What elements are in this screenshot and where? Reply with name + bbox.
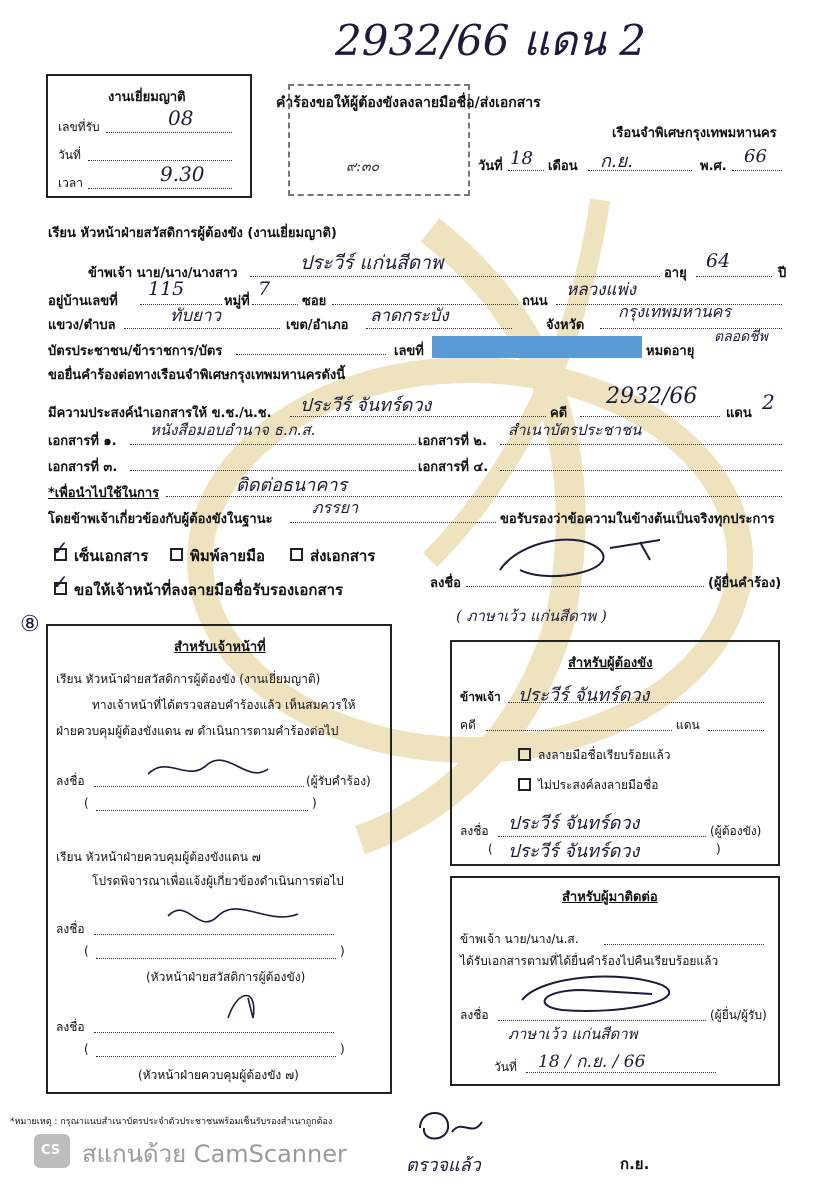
applicant-sign-role: (ผู้ยื่นคำร้อง)	[708, 576, 782, 591]
relative-title: สำหรับผู้มาติดต่อ	[562, 890, 658, 905]
province-value: กรุงเทพมหานคร	[618, 302, 731, 321]
zone-value: 2	[762, 390, 775, 414]
form-to: เรียน หัวหน้าฝ่ายสวัสดิการผู้ต้องขัง (งานเยี่ยมญาติ)	[48, 226, 337, 241]
relative-sign-label: ลงชื่อ	[460, 1008, 489, 1022]
prison-name: เรือนจำพิเศษกรุงเทพมหานคร	[612, 126, 777, 141]
relative-received: ได้รับเอกสารตามที่ได้ยื่นคำร้องไปคืนเรียบร้อยแล้ว	[460, 954, 719, 968]
visit-box	[46, 74, 252, 198]
relative-date-label: วันที่	[494, 1060, 517, 1074]
relative-print-name: ภาษาเว้ว แก่นสีดาพ	[508, 1025, 638, 1043]
name-label: ข้าพเจ้า นาย/นาง/นางสาว	[88, 266, 238, 281]
doc3-label: เอกสารที่ ๓.	[48, 460, 118, 475]
officer-signature-1	[138, 744, 288, 794]
camscanner-label: สแกนด้วย CamScanner	[82, 1140, 347, 1168]
recv-value: 08	[168, 106, 194, 130]
officer-to2: เรียน หัวหน้าฝ่ายควบคุมผู้ต้องขังแดน ๗	[56, 850, 261, 864]
officer-sign1-role: (ผู้รับคำร้อง)	[306, 774, 371, 788]
doc2-value: สำเนาบัตรประชาชน	[508, 421, 642, 439]
prisoner-print-paren-close: )	[716, 842, 721, 856]
relative-box	[450, 876, 780, 1086]
officer-sign2-label: ลงชื่อ	[56, 922, 85, 936]
prisoner-refuse-checkbox[interactable]	[518, 778, 531, 791]
opt-send-label: ส่งเอกสาร	[310, 547, 376, 565]
petition-text: ขอยื่นคำร้องต่อทางเรือนจำพิเศษกรุงเทพมหานครดังนี้	[48, 368, 346, 383]
prisoner-sign-label: ลงชื่อ	[460, 824, 489, 838]
purpose-value: ประวีร์ จันทร์ดวง	[300, 395, 432, 416]
prisoner-signed-checkbox[interactable]	[518, 748, 531, 761]
applicant-print-name: ( ภาษาเว้ว แก่นสีดาพ )	[456, 607, 607, 625]
zone-label: แดน	[726, 406, 752, 421]
year-label: พ.ศ.	[700, 159, 727, 174]
officer-title: สำหรับเจ้าหน้าที่	[174, 640, 266, 655]
district-value: ลาดกระบัง	[370, 306, 449, 326]
prisoner-case-label: คดี	[460, 718, 476, 732]
use-label	[48, 482, 159, 503]
relation-label: โดยข้าพเจ้าเกี่ยวข้องกับผู้ต้องขังในฐานะ	[48, 512, 273, 527]
age-value: 64	[706, 250, 731, 272]
use-label-text: *เพื่อนำไปใช้ในการ	[48, 486, 160, 501]
officer-body1a: ทางเจ้าหน้าที่ได้ตรวจสอบคำร้องแล้ว เห็นสมควรให้	[92, 698, 356, 712]
id-redaction	[432, 336, 642, 358]
officer-box	[46, 624, 392, 1094]
relation-value: ภรรยา	[312, 498, 359, 517]
month-label: เดือน	[548, 159, 578, 174]
officer-sign2-paren: (	[84, 944, 89, 958]
subdistrict-label: แขวง/ตำบล	[48, 318, 116, 333]
case-value: 2932/66	[606, 384, 698, 409]
officer-to1: เรียน หัวหน้าฝ่ายสวัสดิการผู้ต้องขัง (งานเยี่ยมญาติ)	[56, 672, 321, 686]
time-value: 9.30	[160, 162, 205, 186]
doc1-value: หนังสือมอบอำนาจ ธ.ก.ส.	[150, 421, 316, 439]
visit-box-title: งานเยี่ยมญาติ	[108, 90, 186, 105]
footer-stamp: ก.ย.	[620, 1155, 650, 1173]
stamp-time: ๙:๓๐	[346, 159, 380, 175]
relative-sign-role: (ผู้ยื่น/ผู้รับ)	[710, 1008, 767, 1022]
officer-signature-2	[158, 896, 308, 936]
officer-sign2-role: (หัวหน้าฝ่ายสวัสดิการผู้ต้องขัง)	[146, 970, 306, 984]
certify-text: ขอรับรองว่าข้อความในข้างต้นเป็นจริงทุกประการ	[500, 512, 775, 527]
prisoner-sign-value: ประวีร์ จันทร์ดวง	[508, 813, 640, 834]
doc1-label: เอกสารที่ ๑.	[48, 434, 117, 449]
opt-print-checkbox[interactable]	[170, 548, 183, 561]
checker-signature	[410, 1108, 490, 1148]
prisoner-refuse-label: ไม่ประสงค์ลงลายมือชื่อ	[538, 778, 659, 792]
age-unit: ปี	[778, 266, 787, 281]
officer-sign1-paren-close: )	[312, 796, 317, 810]
form-title: คำร้องขอให้ผู้ต้องขังลงลายมือชื่อ/ส่งเอกสาร	[276, 95, 541, 111]
officer-sign3-role: (หัวหน้าฝ่ายควบคุมผู้ต้องขัง ๗)	[138, 1068, 299, 1082]
officer-body2: โปรดพิจารณาเพื่อแจ้งผู้เกี่ยวข้องดำเนินการต่อไป	[92, 874, 344, 888]
soi-label: ซอย	[302, 294, 327, 309]
check-mark-icon: ✓	[52, 570, 69, 594]
circled-mark: ⑧	[20, 612, 40, 637]
house-label: อยู่บ้านเลขที่	[48, 294, 118, 309]
officer-sign1-label: ลงชื่อ	[56, 774, 85, 788]
month-value: ก.ย.	[600, 151, 633, 172]
prisoner-me-value: ประวีร์ จันทร์ดวง	[518, 685, 650, 706]
applicant-sign-label: ลงชื่อ	[430, 576, 461, 591]
age-label: อายุ	[664, 266, 687, 281]
prisoner-print-paren: (	[488, 842, 493, 856]
officer-body1b: ฝ่ายควบคุมผู้ต้องขังแดน ๗ ดำเนินการตามคำร้องต่อไป	[56, 724, 339, 738]
province-label: จังหวัด	[546, 318, 585, 333]
opt-send-checkbox[interactable]	[290, 548, 303, 561]
officer-sign1-paren: (	[84, 796, 89, 810]
purpose-label: มีความประสงค์นำเอกสารให้ ข.ช./น.ช.	[48, 406, 272, 421]
road-label: ถนน	[522, 294, 548, 309]
prisoner-print-name: ประวีร์ จันทร์ดวง	[508, 841, 640, 862]
relative-date-value: 18 / ก.ย. / 66	[538, 1052, 646, 1072]
exp-label: หมดอายุ	[646, 344, 695, 359]
opt-print-label: พิมพ์ลายมือ	[190, 547, 265, 565]
case-label: คดี	[550, 406, 568, 421]
house-value: 115	[148, 278, 185, 300]
officer-sign3-paren-close: )	[340, 1042, 345, 1056]
check-mark-icon: ✓	[52, 536, 69, 560]
officer-sign2-paren-close: )	[340, 944, 345, 958]
use-value: ติดต่อธนาคาร	[236, 475, 348, 496]
opt-sign-label: เซ็นเอกสาร	[74, 547, 149, 565]
officer-sign3-label: ลงชื่อ	[56, 1020, 85, 1034]
relative-me-label: ข้าพเจ้า นาย/นาง/น.ส.	[460, 932, 579, 946]
opt-official-label: ขอให้เจ้าหน้าที่ลงลายมือชื่อรับรองเอกสาร	[74, 581, 344, 599]
prisoner-box	[450, 640, 780, 866]
prisoner-zone-label: แดน	[676, 718, 700, 732]
applicant-signature	[490, 530, 690, 580]
day-label: วันที่	[478, 159, 503, 174]
camscanner-logo-icon	[34, 1134, 70, 1168]
date-label: วันที่	[58, 148, 81, 162]
exp-value: ตลอดชีพ	[714, 329, 768, 345]
id-no-label: เลขที่	[394, 344, 424, 359]
case-header: 2932/66 แดน 2	[335, 16, 646, 65]
subdistrict-value: ทับยาว	[170, 306, 222, 326]
officer-signature-3	[218, 988, 278, 1028]
prisoner-me-label: ข้าพเจ้า	[460, 690, 501, 704]
id-label: บัตรประชาชน/ข้าราชการ/บัตร	[48, 344, 223, 359]
day-value: 18	[510, 148, 533, 169]
name-value: ประวีร์ แก่นสีดาพ	[300, 252, 444, 274]
road-value: หลวงแพ่ง	[566, 280, 636, 300]
footnote: *หมายเหตุ : กรุณาแนบสำเนาบัตรประจำตัวประชาชนพร้อมเซ็นรับรองสำเนาถูกต้อง	[10, 1117, 333, 1127]
relative-signature	[502, 970, 702, 1020]
checker-note: ตรวจแล้ว	[406, 1155, 481, 1176]
prisoner-title: สำหรับผู้ต้องขัง	[568, 656, 653, 671]
recv-label: เลขที่รับ	[58, 120, 100, 134]
prisoner-sign-role: (ผู้ต้องขัง)	[710, 824, 762, 838]
moo-value: 7	[258, 278, 271, 300]
year-value: 66	[744, 146, 767, 167]
time-label: เวลา	[58, 176, 83, 190]
prisoner-signed-label: ลงลายมือชื่อเรียบร้อยแล้ว	[538, 748, 671, 762]
district-label: เขต/อำเภอ	[286, 318, 349, 333]
camscanner-icon-text: CS	[41, 1143, 61, 1158]
doc2-label: เอกสารที่ ๒.	[418, 434, 487, 449]
officer-sign3-paren: (	[84, 1042, 89, 1056]
doc4-label: เอกสารที่ ๔.	[418, 460, 489, 475]
moo-label: หมู่ที่	[224, 294, 250, 309]
